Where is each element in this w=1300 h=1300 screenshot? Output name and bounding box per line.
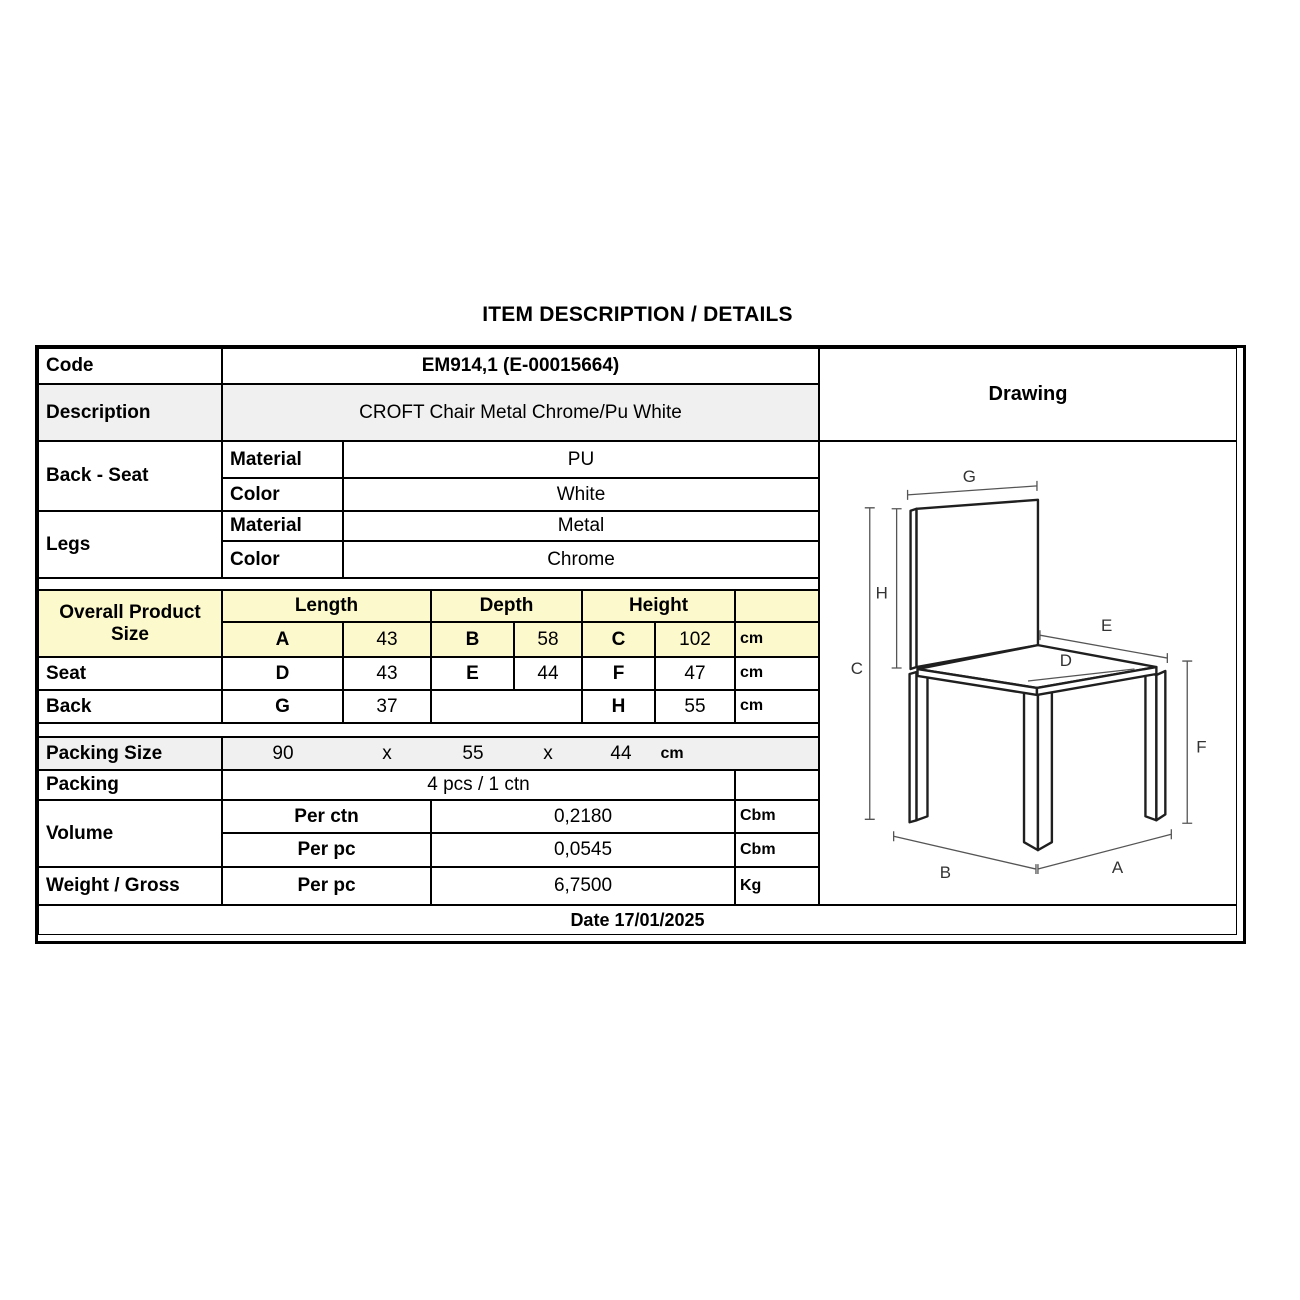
dim-label-f: F (1196, 737, 1207, 757)
packing-size-label: Packing Size (38, 737, 222, 770)
overall-value-c: 102 (655, 622, 735, 657)
volume-per-pc-unit: Cbm (735, 833, 819, 867)
seat-letter-f: F (582, 657, 655, 690)
volume-per-ctn-label: Per ctn (222, 800, 431, 833)
dim-label-b: B (939, 863, 952, 883)
depth-header: Depth (431, 590, 582, 622)
packing-size-v2: 55 (462, 742, 484, 764)
seat-value-f: 47 (655, 657, 735, 690)
chair-backrest (917, 500, 1038, 667)
spacer-row-2 (38, 723, 819, 737)
packing-size-sep2: x (543, 742, 553, 764)
dim-label-d: D (1059, 651, 1072, 671)
page-title: ITEM DESCRIPTION / DETAILS (482, 303, 793, 326)
overall-size-label-line2: Size (110, 623, 150, 645)
code-value: EM914,1 (E-00015664) (222, 348, 819, 384)
packing-size-sep1: x (382, 742, 392, 764)
legs-material-value: Metal (343, 511, 819, 541)
drawing-header: Drawing (819, 348, 1237, 441)
seat-unit: cm (735, 657, 819, 690)
back-depth-empty (431, 690, 582, 723)
chair-leg-front-face (1024, 691, 1038, 850)
legs-label: Legs (38, 511, 222, 578)
description-value: CROFT Chair Metal Chrome/Pu White (222, 384, 819, 441)
overall-size-label (38, 590, 222, 657)
back-seat-material-value: PU (343, 441, 819, 478)
packing-label: Packing (38, 770, 222, 800)
weight-label: Weight / Gross (38, 867, 222, 905)
dim-line-f (1182, 661, 1192, 823)
volume-per-ctn-unit: Cbm (735, 800, 819, 833)
chair-leg-back-left-side (917, 670, 928, 820)
legs-color-label: Color (222, 541, 343, 578)
seat-letter-d: D (222, 657, 343, 690)
back-unit: cm (735, 690, 819, 723)
overall-value-b: 58 (514, 622, 582, 657)
back-value-h: 55 (655, 690, 735, 723)
weight-value: 6,7500 (431, 867, 735, 905)
dim-label-a: A (1111, 858, 1124, 878)
weight-unit: Kg (735, 867, 819, 905)
overall-unit: cm (735, 622, 819, 657)
dim-label-g: G (962, 466, 976, 486)
volume-per-pc-value: 0,0545 (431, 833, 735, 867)
packing-size-v1: 90 (272, 742, 294, 764)
back-label: Back (38, 690, 222, 723)
chair-outline (910, 500, 1166, 850)
seat-label: Seat (38, 657, 222, 690)
chair-leg-right-side (1156, 671, 1165, 820)
dim-label-c: C (850, 658, 863, 678)
spacer-row-1 (38, 578, 819, 590)
overall-letter-a: A (222, 622, 343, 657)
volume-per-pc-label: Per pc (222, 833, 431, 867)
dim-line-c (865, 508, 875, 820)
weight-per-label: Per pc (222, 867, 431, 905)
back-letter-h: H (582, 690, 655, 723)
size-unit-header-empty (735, 590, 819, 622)
chair-leg-front-side (1038, 691, 1052, 850)
chair-drawing (820, 441, 1236, 905)
seat-letter-e: E (431, 657, 514, 690)
back-value-g: 37 (343, 690, 431, 723)
packing-value: 4 pcs / 1 ctn (222, 770, 735, 800)
height-header: Height (582, 590, 735, 622)
seat-value-d: 43 (343, 657, 431, 690)
spec-table (35, 345, 1246, 944)
back-letter-g: G (222, 690, 343, 723)
overall-size-label-line1: Overall Product (59, 601, 201, 623)
dim-line-a (1038, 829, 1171, 874)
back-seat-material-label: Material (222, 441, 343, 478)
back-seat-label: Back - Seat (38, 441, 222, 511)
length-header: Length (222, 590, 431, 622)
packing-size-value (222, 737, 819, 770)
seat-value-e: 44 (514, 657, 582, 690)
packing-size-v3: 44 (610, 742, 632, 764)
chair-leg-right-face (1145, 672, 1156, 820)
volume-per-ctn-value: 0,2180 (431, 800, 735, 833)
legs-material-label: Material (222, 511, 343, 541)
date-row: Date 17/01/2025 (38, 905, 1237, 935)
back-seat-color-value: White (343, 478, 819, 511)
back-seat-color-label: Color (222, 478, 343, 511)
legs-color-value: Chrome (343, 541, 819, 578)
overall-letter-c: C (582, 622, 655, 657)
code-label: Code (38, 348, 222, 384)
dim-label-h: H (875, 583, 888, 603)
dim-label-e: E (1100, 616, 1113, 636)
dim-line-h (892, 509, 902, 668)
dim-line-b (894, 831, 1036, 874)
overall-value-a: 43 (343, 622, 431, 657)
packing-unit-empty (735, 770, 819, 800)
volume-label: Volume (38, 800, 222, 867)
drawing-canvas (819, 441, 1237, 905)
overall-letter-b: B (431, 622, 514, 657)
packing-size-unit: cm (660, 744, 684, 762)
description-label: Description (38, 384, 222, 441)
